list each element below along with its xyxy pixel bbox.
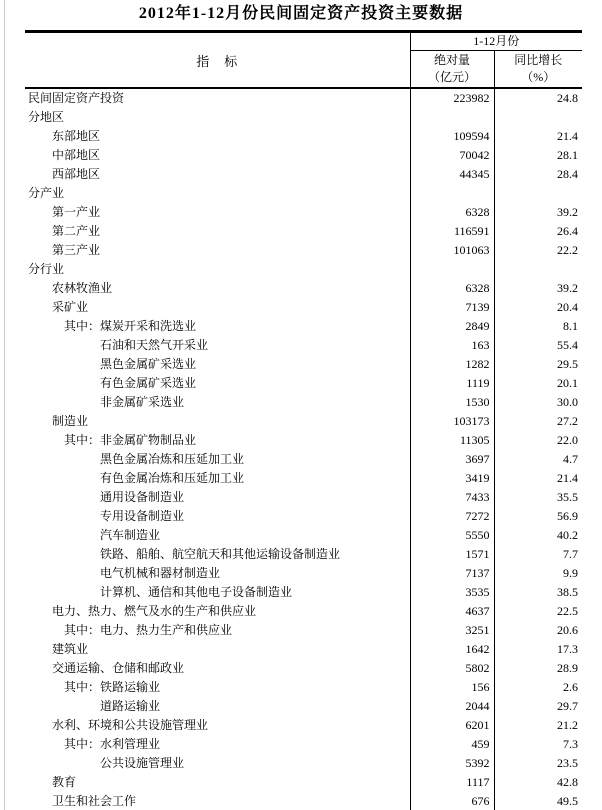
row-yoy-growth-value: 24.8	[557, 91, 578, 105]
row-absolute-amount-value: 70042	[410, 146, 494, 165]
table-row	[25, 716, 582, 735]
row-indicator-label: 东部地区	[52, 129, 101, 143]
row-yoy-growth-value: 9.9	[563, 566, 578, 580]
row-absolute-amount-value: 116591	[410, 222, 494, 241]
row-absolute-amount-value: 2044	[410, 697, 494, 716]
row-yoy-growth-value: 56.9	[557, 509, 578, 523]
row-indicator-label: 电气机械和器材制造业	[100, 566, 221, 580]
row-indicator-label: 汽车制造业	[100, 528, 161, 542]
table-row	[25, 507, 582, 526]
row-absolute-amount-value: 7433	[410, 488, 494, 507]
row-indicator-label: 公共设施管理业	[100, 756, 185, 770]
investment-data-table	[25, 30, 582, 810]
header-absolute-amount-unit: （亿元）	[427, 70, 476, 84]
row-yoy-growth-value: 2.6	[563, 680, 578, 694]
header-indicator: 指 标	[25, 32, 410, 89]
table-row	[25, 317, 582, 336]
table-row	[25, 697, 582, 716]
row-yoy-growth-value: 21.4	[557, 471, 578, 485]
header-yoy-growth-label: 同比增长	[514, 53, 563, 67]
row-indicator-label: 有色金属矿采选业	[100, 376, 197, 390]
table-row	[25, 640, 582, 659]
row-indicator-label: 分地区	[28, 110, 65, 124]
row-absolute-amount-value: 676	[410, 792, 494, 810]
row-indicator-label: 铁路、船舶、航空航天和其他运输设备制造业	[100, 547, 341, 561]
header-absolute-amount	[410, 51, 494, 89]
row-yoy-growth-value: 22.2	[557, 243, 578, 257]
row-indicator-label: 教育	[52, 775, 77, 789]
table-row	[25, 241, 582, 260]
row-indicator-label: 第二产业	[52, 224, 101, 238]
row-indicator-label: 其中：水利管理业	[64, 737, 161, 751]
row-absolute-amount-value: 103173	[410, 412, 494, 431]
table-row	[25, 469, 582, 488]
row-indicator-label: 第三产业	[52, 243, 101, 257]
table-row	[25, 260, 582, 279]
table-row	[25, 355, 582, 374]
table-row	[25, 393, 582, 412]
table-row	[25, 545, 582, 564]
table-row	[25, 754, 582, 773]
row-indicator-label: 黑色金属矿采选业	[100, 357, 197, 371]
row-absolute-amount-value: 101063	[410, 241, 494, 260]
row-absolute-amount-value: 5802	[410, 659, 494, 678]
row-yoy-growth-value	[494, 260, 582, 279]
table-row	[25, 279, 582, 298]
row-yoy-growth-value: 39.2	[557, 205, 578, 219]
row-absolute-amount-value: 3535	[410, 583, 494, 602]
row-yoy-growth-value: 4.7	[563, 452, 578, 466]
row-absolute-amount-value: 6201	[410, 716, 494, 735]
row-yoy-growth-value: 28.1	[557, 148, 578, 162]
row-indicator-label: 第一产业	[52, 205, 101, 219]
row-yoy-growth-value: 39.2	[557, 281, 578, 295]
row-absolute-amount-value: 7139	[410, 298, 494, 317]
table-row	[25, 108, 582, 127]
row-indicator-label: 水利、环境和公共设施管理业	[52, 718, 209, 732]
table-row	[25, 773, 582, 792]
row-yoy-growth-value: 23.5	[557, 756, 578, 770]
row-indicator-label: 分行业	[28, 262, 65, 276]
table-row	[25, 222, 582, 241]
row-indicator-label: 卫生和社会工作	[52, 794, 137, 808]
table-row	[25, 88, 582, 108]
header-yoy-growth-unit: （%）	[521, 70, 556, 84]
row-absolute-amount-value: 7272	[410, 507, 494, 526]
row-yoy-growth-value: 20.1	[557, 376, 578, 390]
row-yoy-growth-value: 38.5	[557, 585, 578, 599]
row-yoy-growth-value: 8.1	[563, 319, 578, 333]
table-row	[25, 431, 582, 450]
table-header	[25, 32, 582, 89]
page-left-edge-divider	[4, 0, 5, 810]
row-yoy-growth-value: 29.5	[557, 357, 578, 371]
row-absolute-amount-value: 5550	[410, 526, 494, 545]
row-absolute-amount-value: 3419	[410, 469, 494, 488]
row-indicator-label: 其中：非金属矿物制品业	[64, 433, 197, 447]
row-absolute-amount-value: 1282	[410, 355, 494, 374]
row-indicator-label: 通用设备制造业	[100, 490, 185, 504]
row-indicator-label: 电力、热力、燃气及水的生产和供应业	[52, 604, 257, 618]
row-indicator-label: 中部地区	[52, 148, 101, 162]
table-row	[25, 488, 582, 507]
table-row	[25, 621, 582, 640]
table-row	[25, 735, 582, 754]
row-yoy-growth-value: 29.7	[557, 699, 578, 713]
table-row	[25, 203, 582, 222]
row-yoy-growth-value: 7.7	[563, 547, 578, 561]
table-row	[25, 298, 582, 317]
table-row	[25, 678, 582, 697]
row-absolute-amount-value: 1530	[410, 393, 494, 412]
row-indicator-label: 道路运输业	[100, 699, 161, 713]
table-row	[25, 165, 582, 184]
row-yoy-growth-value: 42.8	[557, 775, 578, 789]
row-indicator-label: 农林牧渔业	[52, 281, 113, 295]
row-indicator-label: 计算机、通信和其他电子设备制造业	[100, 585, 293, 599]
row-yoy-growth-value: 22.5	[557, 604, 578, 618]
row-yoy-growth-value: 28.9	[557, 661, 578, 675]
table-row	[25, 450, 582, 469]
table-row	[25, 583, 582, 602]
row-yoy-growth-value: 49.5	[557, 794, 578, 808]
row-absolute-amount-value: 6328	[410, 203, 494, 222]
row-absolute-amount-value: 2849	[410, 317, 494, 336]
row-indicator-label: 其中：铁路运输业	[64, 680, 161, 694]
row-absolute-amount-value: 223982	[410, 88, 494, 108]
row-absolute-amount-value: 109594	[410, 127, 494, 146]
row-indicator-label: 非金属矿采选业	[100, 395, 185, 409]
row-absolute-amount-value	[410, 184, 494, 203]
row-indicator-label: 制造业	[52, 414, 89, 428]
table-row	[25, 127, 582, 146]
row-indicator-label: 石油和天然气开采业	[100, 338, 209, 352]
row-absolute-amount-value: 7137	[410, 564, 494, 583]
row-absolute-amount-value: 459	[410, 735, 494, 754]
row-yoy-growth-value: 17.3	[557, 642, 578, 656]
row-yoy-growth-value: 21.2	[557, 718, 578, 732]
table-row	[25, 792, 582, 810]
table-row	[25, 146, 582, 165]
row-absolute-amount-value: 3251	[410, 621, 494, 640]
row-yoy-growth-value: 40.2	[557, 528, 578, 542]
table-row	[25, 659, 582, 678]
row-absolute-amount-value: 4637	[410, 602, 494, 621]
table-row	[25, 564, 582, 583]
table-row	[25, 412, 582, 431]
row-absolute-amount-value: 1119	[410, 374, 494, 393]
table-body	[25, 88, 582, 810]
table-row	[25, 602, 582, 621]
table-row	[25, 184, 582, 203]
row-absolute-amount-value: 6328	[410, 279, 494, 298]
row-yoy-growth-value	[494, 184, 582, 203]
row-indicator-label: 专用设备制造业	[100, 509, 185, 523]
row-yoy-growth-value	[494, 108, 582, 127]
row-indicator-label: 采矿业	[52, 300, 89, 314]
row-yoy-growth-value: 7.3	[563, 737, 578, 751]
row-indicator-label: 建筑业	[52, 642, 89, 656]
row-indicator-label: 黑色金属冶炼和压延加工业	[100, 452, 245, 466]
row-absolute-amount-value: 44345	[410, 165, 494, 184]
table-row	[25, 336, 582, 355]
row-yoy-growth-value: 28.4	[557, 167, 578, 181]
row-yoy-growth-value: 55.4	[557, 338, 578, 352]
row-absolute-amount-value: 156	[410, 678, 494, 697]
row-absolute-amount-value: 163	[410, 336, 494, 355]
row-yoy-growth-value: 26.4	[557, 224, 578, 238]
row-absolute-amount-value: 1571	[410, 545, 494, 564]
page-title: 2012年1-12月份民间固定资产投资主要数据	[138, 5, 464, 22]
row-yoy-growth-value: 27.2	[557, 414, 578, 428]
row-absolute-amount-value: 5392	[410, 754, 494, 773]
row-absolute-amount-value: 1117	[410, 773, 494, 792]
row-yoy-growth-value: 35.5	[557, 490, 578, 504]
row-absolute-amount-value: 11305	[410, 431, 494, 450]
row-indicator-label: 西部地区	[52, 167, 101, 181]
row-yoy-growth-value: 20.4	[557, 300, 578, 314]
row-absolute-amount-value	[410, 108, 494, 127]
row-indicator-label: 交通运输、仓储和邮政业	[52, 661, 185, 675]
row-indicator-label: 其中：电力、热力生产和供应业	[64, 623, 233, 637]
row-indicator-label: 其中：煤炭开采和洗选业	[64, 319, 197, 333]
table-row	[25, 526, 582, 545]
header-yoy-growth	[494, 51, 582, 89]
row-indicator-label: 分产业	[28, 186, 65, 200]
row-yoy-growth-value: 30.0	[557, 395, 578, 409]
row-yoy-growth-value: 20.6	[557, 623, 578, 637]
row-absolute-amount-value: 3697	[410, 450, 494, 469]
row-absolute-amount-value	[410, 260, 494, 279]
row-indicator-label: 有色金属冶炼和压延加工业	[100, 471, 245, 485]
table-row	[25, 374, 582, 393]
header-period: 1-12月份	[410, 32, 582, 51]
header-absolute-amount-label: 绝对量	[433, 53, 470, 67]
row-indicator-label: 民间固定资产投资	[28, 91, 125, 105]
row-absolute-amount-value: 1642	[410, 640, 494, 659]
row-yoy-growth-value: 22.0	[557, 433, 578, 447]
row-yoy-growth-value: 21.4	[557, 129, 578, 143]
